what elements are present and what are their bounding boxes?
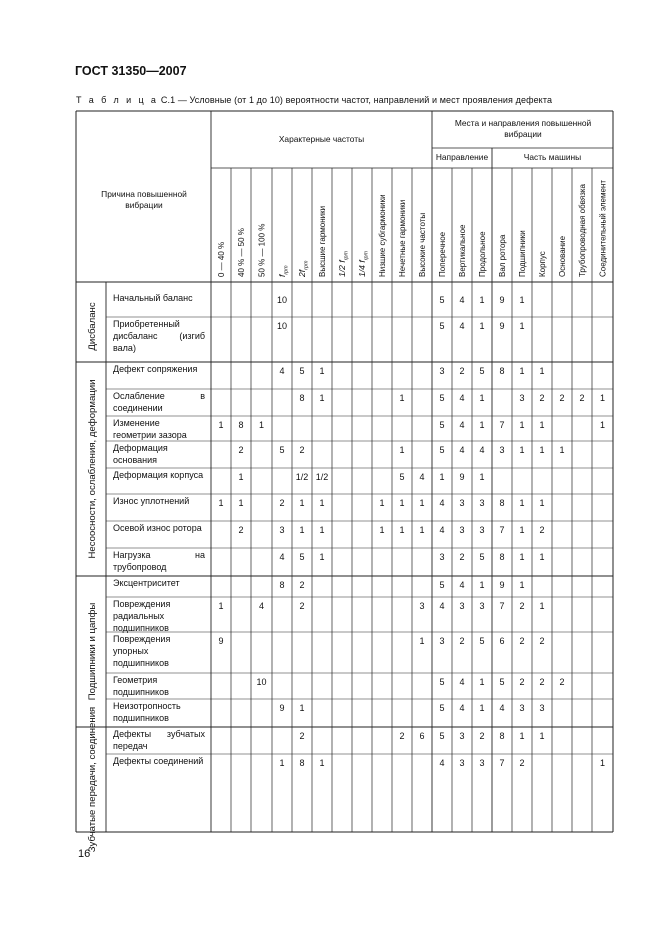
cell-value: 2: [299, 445, 305, 455]
cell-value: 1: [479, 420, 485, 430]
cell-value: 8: [238, 420, 244, 430]
places-header: Места и направления повышенной вибрации: [454, 118, 592, 139]
cell-value: 3: [479, 758, 485, 768]
cell-value: 3: [479, 525, 485, 535]
cell-value: 1: [238, 472, 244, 482]
caption-text: С.1 — Условные (от 1 до 10) вероятности частот, направлений и мест проявления дефекта: [160, 95, 553, 105]
cell-value: 6: [499, 636, 505, 646]
page-number: 16: [78, 848, 91, 860]
cell-value: 4: [459, 321, 465, 331]
cell-value: 1: [599, 758, 606, 768]
column-header-c15: Вал ротора: [498, 234, 507, 277]
cell-value: 1: [479, 472, 485, 482]
cell-value: 9: [279, 703, 285, 713]
row-label: Дефекты соединений: [113, 756, 204, 766]
cell-value: 3: [459, 525, 465, 535]
cell-value: 1: [258, 420, 265, 430]
cell-value: 1: [218, 498, 224, 508]
cell-value: 7: [499, 758, 505, 768]
cell-value: 4: [439, 758, 445, 768]
column-header-c2: 40 % — 50 %: [237, 228, 246, 277]
cell-value: 5: [439, 393, 445, 403]
cell-value: 4: [459, 580, 465, 590]
cell-value: 1: [419, 525, 425, 535]
row-label: Геометрия подшипников: [113, 675, 169, 697]
cell-value: 1: [299, 498, 305, 508]
cell-value: 1: [379, 525, 385, 535]
column-header-c12: Поперечное: [438, 231, 447, 277]
cell-value: 1: [599, 393, 606, 403]
cell-value: 2: [539, 677, 545, 687]
cell-value: 5: [279, 445, 285, 455]
direction-header: Направление: [435, 152, 489, 162]
cell-value: 1: [539, 601, 545, 611]
cell-value: 1: [479, 580, 485, 590]
cell-value: 9: [459, 472, 465, 482]
cell-value: 3: [279, 525, 285, 535]
cell-value: 3: [479, 498, 485, 508]
cell-value: 3: [419, 601, 425, 611]
cell-value: 5: [479, 366, 485, 376]
cell-value: 4: [459, 445, 465, 455]
cell-value: 8: [279, 580, 285, 590]
cell-value: 2: [399, 731, 405, 741]
cell-value: 3: [459, 498, 465, 508]
cause-header: Причина повышенной вибрации: [101, 189, 187, 210]
column-header-c20: Соединительный элемент: [598, 179, 608, 277]
cell-value: 2: [299, 580, 305, 590]
cell-value: 4: [459, 393, 465, 403]
cell-value: 1: [519, 445, 525, 455]
cell-value: 3: [459, 601, 465, 611]
cell-value: 1: [559, 445, 565, 455]
cell-value: 5: [439, 677, 445, 687]
cell-value: 1: [319, 525, 325, 535]
cell-value: 1: [539, 420, 545, 430]
cell-value: 8: [499, 552, 505, 562]
cell-value: 7: [499, 525, 505, 535]
column-header-c8: 1/4 $f_{rpm}$: [357, 250, 370, 277]
cell-value: 4: [459, 703, 465, 713]
column-header-c5: $2f_{rpm}$: [297, 260, 310, 277]
cell-value: 10: [276, 295, 288, 305]
group-label: Зубчатые передачи, соединения: [87, 706, 98, 853]
cell-value: 4: [258, 601, 265, 611]
cell-value: 2: [459, 366, 465, 376]
row-label: Повреждения радиальных подшипников: [113, 599, 171, 633]
cell-value: 1/2: [315, 472, 329, 482]
row-label: Деформация основания: [113, 443, 168, 465]
cell-value: 1: [218, 601, 224, 611]
cell-value: 2: [299, 601, 305, 611]
column-header-c6: Высшие гармоники: [318, 205, 327, 277]
row-label: Приобретенный дисбаланс (изгиб вала): [113, 319, 205, 353]
cell-value: 5: [479, 552, 485, 562]
cell-value: 1: [519, 321, 525, 331]
cell-value: 1: [399, 393, 405, 403]
cell-value: 1: [479, 677, 485, 687]
machine-part-header: Часть машины: [523, 152, 582, 162]
cell-value: 4: [479, 445, 485, 455]
row-label: Начальный баланс: [113, 293, 193, 303]
cell-value: 5: [499, 677, 505, 687]
cell-value: 9: [218, 636, 224, 646]
cell-value: 3: [439, 366, 445, 376]
group-label: Дисбаланс: [87, 302, 98, 351]
column-header-c16: Подшипники: [518, 230, 527, 277]
cell-value: 9: [499, 580, 505, 590]
column-header-c11: Высокие частоты: [418, 212, 427, 277]
cell-value: 2: [299, 731, 305, 741]
row-label: Дефект сопряжения: [113, 364, 198, 374]
cell-value: 4: [459, 420, 465, 430]
column-header-c10: Нечетные гармоники: [398, 199, 407, 277]
cell-value: 2: [539, 525, 545, 535]
cell-value: 2: [459, 552, 465, 562]
cell-value: 1: [519, 295, 525, 305]
frequency-header: Характерные частоты: [278, 134, 365, 144]
row-label: Износ уплотнений: [113, 496, 190, 506]
row-label: Неизотропность подшипников: [113, 701, 181, 723]
cell-value: 1: [399, 445, 405, 455]
cell-value: 4: [459, 295, 465, 305]
column-header-c9: Низшие субгармоники: [378, 194, 387, 277]
cell-value: 2: [519, 601, 525, 611]
cell-value: 2: [459, 636, 465, 646]
cell-value: 8: [499, 731, 505, 741]
column-header-c18: Основание: [558, 235, 567, 277]
cell-value: 4: [439, 525, 445, 535]
cell-value: 1: [319, 366, 325, 376]
cell-value: 5: [299, 366, 305, 376]
cell-value: 2: [539, 393, 545, 403]
cell-value: 1: [319, 498, 325, 508]
cell-value: 2: [279, 498, 285, 508]
cell-value: 5: [399, 472, 405, 482]
cell-value: 5: [439, 420, 445, 430]
cell-value: 5: [439, 731, 445, 741]
cell-value: 7: [499, 420, 505, 430]
cell-value: 5: [299, 552, 305, 562]
cell-value: 2: [238, 445, 244, 455]
cell-value: 2: [539, 636, 545, 646]
cell-value: 1: [539, 498, 545, 508]
cell-value: 1: [419, 636, 425, 646]
cell-value: 3: [539, 703, 545, 713]
cell-value: 3: [439, 552, 445, 562]
cell-value: 5: [439, 703, 445, 713]
cell-value: 8: [499, 366, 505, 376]
cell-value: 1: [218, 420, 224, 430]
cell-value: 4: [419, 472, 425, 482]
row-label: Осевой износ ротора: [113, 523, 202, 533]
cell-value: 2: [559, 677, 565, 687]
cell-value: 1: [519, 731, 525, 741]
cell-value: 1: [419, 498, 425, 508]
cell-value: 10: [276, 321, 288, 331]
row-label: Эксцентриситет: [113, 578, 180, 588]
cell-value: 2: [559, 393, 565, 403]
row-label: Деформация корпуса: [113, 470, 204, 480]
cell-value: 1: [279, 758, 285, 768]
cell-value: 1: [479, 703, 485, 713]
cell-value: 4: [459, 677, 465, 687]
cell-value: 10: [256, 677, 267, 687]
cell-value: 1: [479, 295, 485, 305]
cell-value: 3: [439, 636, 445, 646]
cell-value: 2: [479, 731, 485, 741]
cell-value: 8: [299, 758, 305, 768]
cell-value: 6: [419, 731, 425, 741]
cell-value: 3: [479, 601, 485, 611]
column-header-c17: Корпус: [538, 251, 547, 277]
cell-value: 3: [459, 758, 465, 768]
cell-value: 4: [499, 703, 505, 713]
group-label: Подшипники и цапфы: [87, 602, 98, 701]
cell-value: 5: [479, 636, 485, 646]
cell-value: 4: [439, 498, 445, 508]
cell-value: 1: [319, 552, 325, 562]
column-header-c14: Продольное: [478, 231, 487, 277]
cell-value: 5: [439, 445, 445, 455]
cell-value: 1: [439, 472, 445, 482]
row-label: Повреждения упорных подшипников: [113, 634, 171, 668]
cell-value: 8: [499, 498, 505, 508]
cell-value: 1: [319, 393, 325, 403]
cell-value: 1: [519, 366, 525, 376]
caption-label: Т а б л и ц а: [76, 95, 159, 105]
cell-value: 1: [539, 366, 545, 376]
cell-value: 2: [238, 525, 244, 535]
cell-value: 2: [519, 677, 525, 687]
cell-value: 3: [459, 731, 465, 741]
cell-value: 1: [399, 498, 405, 508]
cell-value: 1: [379, 498, 385, 508]
cell-value: 3: [519, 703, 525, 713]
row-label: Ослабление в соединении: [113, 391, 205, 413]
cell-value: 1: [479, 321, 485, 331]
column-header-c19: Трубопроводная обвязка: [578, 184, 587, 277]
cell-value: 3: [519, 393, 525, 403]
cell-value: 4: [279, 366, 285, 376]
column-header-c13: Вертикальное: [458, 224, 467, 277]
cell-value: 4: [439, 601, 445, 611]
cell-value: 1: [479, 393, 485, 403]
row-label: Дефекты зубчатых передач: [113, 729, 205, 751]
cell-value: 7: [499, 601, 505, 611]
cell-value: 1: [519, 420, 525, 430]
cell-value: 1: [519, 525, 525, 535]
cell-value: 1: [519, 498, 525, 508]
cell-value: 3: [499, 445, 505, 455]
row-label: Изменение геометрии зазора: [113, 418, 187, 440]
cell-value: 2: [579, 393, 585, 403]
cell-value: 2: [519, 636, 525, 646]
cell-value: 9: [499, 295, 505, 305]
group-label: Несоосности, ослабления, деформации: [87, 379, 98, 559]
cell-value: 1: [238, 498, 244, 508]
cell-value: 1: [319, 758, 325, 768]
cell-value: 5: [439, 321, 445, 331]
cell-value: 1: [399, 525, 405, 535]
cell-value: 1: [539, 731, 545, 741]
cell-value: 1: [539, 445, 545, 455]
cell-value: 8: [299, 393, 305, 403]
cell-value: 1: [299, 525, 305, 535]
column-header-c7: 1/2 $f_{rpm}$: [337, 250, 350, 277]
cell-value: 4: [279, 552, 285, 562]
column-header-c3: 50 % — 100 %: [257, 223, 267, 277]
cell-value: 1: [299, 703, 305, 713]
cell-value: 1/2: [295, 472, 309, 482]
cell-value: 1: [519, 552, 525, 562]
cell-value: 1: [599, 420, 606, 430]
column-header-c4: $f_{rpm}$: [277, 265, 290, 277]
cell-value: 5: [439, 295, 445, 305]
cell-value: 9: [499, 321, 505, 331]
cell-value: 2: [519, 758, 525, 768]
row-label: Нагрузка на трубопровод: [113, 550, 205, 572]
document-title: ГОСТ 31350—2007: [75, 64, 187, 78]
column-header-c1: 0 — 40 %: [217, 241, 226, 277]
cell-value: 5: [439, 580, 445, 590]
cell-value: 1: [539, 552, 545, 562]
cell-value: 1: [519, 580, 525, 590]
